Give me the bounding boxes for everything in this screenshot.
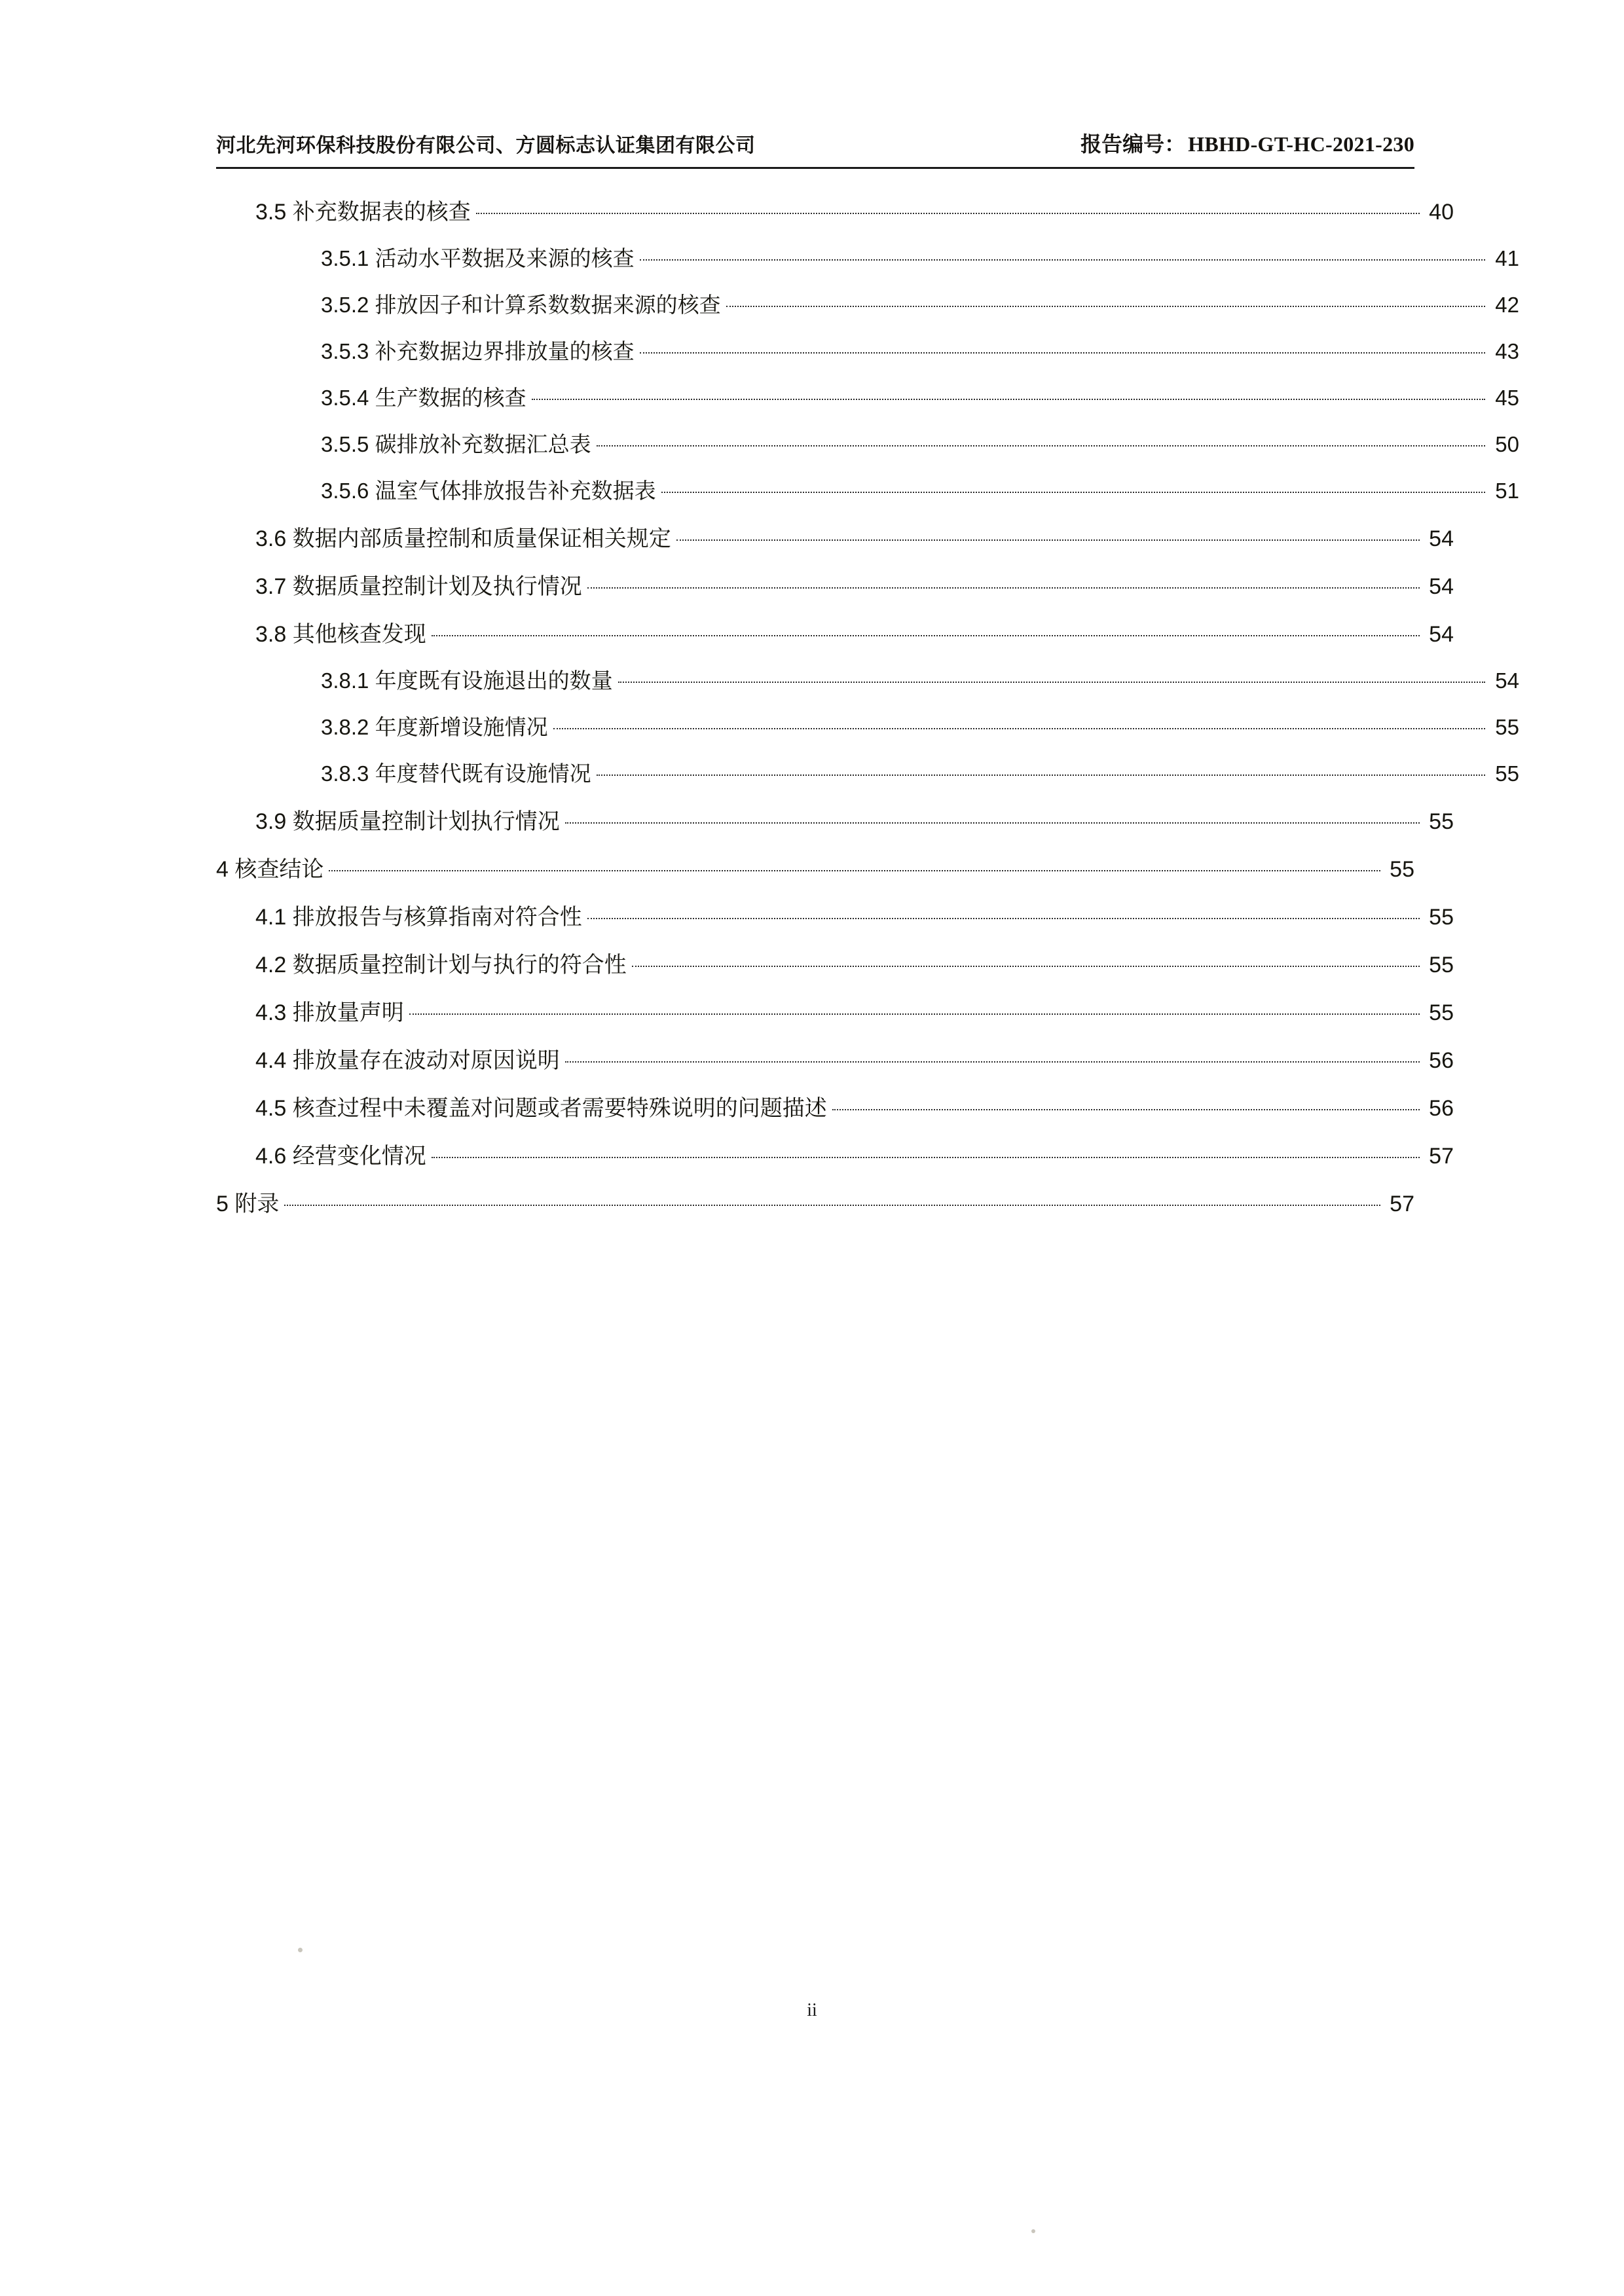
- toc-entry-page-number: 55: [1390, 857, 1414, 882]
- page-header: [216, 128, 1414, 169]
- toc-entry-page-number: 42: [1495, 293, 1519, 317]
- toc-leader-dots: [565, 1061, 1420, 1063]
- toc-leader-dots: [284, 1205, 1380, 1206]
- toc-entry-page-number: 56: [1429, 1048, 1454, 1073]
- toc-entry-page-number: 41: [1495, 246, 1519, 270]
- toc-entry-page-number: 54: [1429, 526, 1454, 551]
- report-number-value: HBHD-GT-HC-2021-230: [1188, 132, 1414, 156]
- toc-entry[interactable]: [216, 616, 1454, 648]
- report-number-label: 报告编号：: [1080, 132, 1186, 156]
- toc-entry[interactable]: [216, 335, 1519, 365]
- toc-entry-page-number: 54: [1429, 574, 1454, 599]
- header-report-number: [1080, 128, 1414, 158]
- toc-leader-dots: [640, 259, 1485, 261]
- toc-leader-dots: [587, 918, 1420, 919]
- toc-entry[interactable]: [216, 803, 1454, 835]
- toc-entry-title: 3.8.2 年度新增设施情况: [321, 715, 548, 739]
- toc-entry[interactable]: [216, 568, 1454, 600]
- toc-entry-page-number: 55: [1495, 761, 1519, 786]
- toc-entry[interactable]: [216, 757, 1519, 788]
- toc-entry-page-number: 54: [1429, 622, 1454, 647]
- toc-entry-title: 4.3 排放量声明: [255, 1000, 404, 1025]
- toc-leader-dots: [432, 1157, 1420, 1158]
- toc-entry-title: 3.8 其他核查发现: [255, 622, 426, 647]
- toc-leader-dots: [597, 774, 1485, 776]
- toc-entry[interactable]: [216, 899, 1454, 931]
- toc-entry-page-number: 55: [1429, 953, 1454, 977]
- toc-leader-dots: [329, 870, 1380, 871]
- toc-entry-page-number: 55: [1429, 905, 1454, 930]
- toc-entry[interactable]: [216, 664, 1519, 695]
- toc-entry[interactable]: [216, 242, 1519, 272]
- table-of-contents: [216, 194, 1519, 1218]
- toc-leader-dots: [640, 352, 1485, 354]
- page-content: [216, 128, 1519, 1233]
- header-company-name: 河北先河环保科技股份有限公司、方圆标志认证集团有限公司: [216, 135, 756, 156]
- toc-entry-title: 3.8.1 年度既有设施退出的数量: [321, 668, 613, 693]
- toc-entry-title: 3.5.1 活动水平数据及来源的核查: [321, 246, 635, 270]
- toc-entry[interactable]: [216, 1090, 1454, 1122]
- toc-entry[interactable]: [216, 474, 1519, 505]
- toc-entry-title: 3.7 数据质量控制计划及执行情况: [255, 574, 582, 599]
- toc-entry[interactable]: [216, 194, 1454, 226]
- toc-leader-dots: [632, 966, 1420, 967]
- toc-entry-title: 5 附录: [216, 1192, 280, 1216]
- toc-entry[interactable]: [216, 288, 1519, 319]
- toc-entry-title: 3.5.6 温室气体排放报告补充数据表: [321, 479, 656, 503]
- toc-entry-title: 4.4 排放量存在波动对原因说明: [255, 1048, 560, 1073]
- toc-entry-title: 3.5 补充数据表的核查: [255, 200, 471, 225]
- toc-entry-page-number: 40: [1429, 200, 1454, 225]
- toc-entry-title: 4.6 经营变化情况: [255, 1144, 426, 1169]
- page-folio: ii: [807, 2000, 817, 2020]
- toc-leader-dots: [597, 445, 1485, 446]
- toc-leader-dots: [432, 635, 1420, 636]
- toc-entry-title: 4.1 排放报告与核算指南对符合性: [255, 905, 582, 930]
- toc-entry-page-number: 54: [1495, 668, 1519, 693]
- toc-entry-title: 4.5 核查过程中未覆盖对问题或者需要特殊说明的问题描述: [255, 1096, 827, 1121]
- toc-entry[interactable]: [216, 1138, 1454, 1170]
- toc-entry[interactable]: [216, 520, 1454, 553]
- toc-leader-dots: [532, 399, 1485, 400]
- toc-entry-page-number: 56: [1429, 1096, 1454, 1121]
- toc-entry[interactable]: [216, 947, 1454, 979]
- toc-entry-title: 3.6 数据内部质量控制和质量保证相关规定: [255, 526, 671, 551]
- toc-entry-title: 3.8.3 年度替代既有设施情况: [321, 761, 591, 786]
- toc-entry-page-number: 55: [1495, 715, 1519, 739]
- toc-entry-title: 3.5.3 补充数据边界排放量的核查: [321, 339, 635, 363]
- toc-entry-page-number: 57: [1429, 1144, 1454, 1169]
- toc-entry-title: 3.5.2 排放因子和计算系数数据来源的核查: [321, 293, 721, 317]
- toc-leader-dots: [676, 539, 1420, 541]
- toc-entry-title: 3.9 数据质量控制计划执行情况: [255, 809, 560, 834]
- toc-entry-title: 4.2 数据质量控制计划与执行的符合性: [255, 953, 627, 977]
- toc-leader-dots: [618, 682, 1485, 683]
- toc-leader-dots: [476, 213, 1420, 214]
- toc-leader-dots: [832, 1109, 1420, 1110]
- toc-leader-dots: [726, 306, 1485, 307]
- toc-entry-page-number: 51: [1495, 479, 1519, 503]
- toc-entry[interactable]: [216, 851, 1414, 883]
- scan-speck: [1031, 2229, 1035, 2233]
- toc-leader-dots: [661, 492, 1485, 493]
- toc-entry-page-number: 50: [1495, 432, 1519, 456]
- toc-entry[interactable]: [216, 710, 1519, 741]
- toc-entry-page-number: 55: [1429, 1000, 1454, 1025]
- toc-entry-page-number: 55: [1429, 809, 1454, 834]
- toc-entry-page-number: 57: [1390, 1192, 1414, 1216]
- toc-entry[interactable]: [216, 994, 1454, 1027]
- toc-entry-page-number: 45: [1495, 386, 1519, 410]
- toc-entry[interactable]: [216, 381, 1519, 412]
- toc-leader-dots: [409, 1013, 1420, 1015]
- toc-entry-page-number: 43: [1495, 339, 1519, 363]
- toc-leader-dots: [553, 728, 1485, 729]
- toc-leader-dots: [587, 587, 1420, 589]
- toc-leader-dots: [565, 822, 1420, 824]
- toc-entry-title: 3.5.4 生产数据的核查: [321, 386, 526, 410]
- toc-entry-title: 3.5.5 碳排放补充数据汇总表: [321, 432, 591, 456]
- scan-speck: [298, 1948, 303, 1952]
- toc-entry[interactable]: [216, 1186, 1414, 1218]
- toc-entry[interactable]: [216, 428, 1519, 458]
- toc-entry[interactable]: [216, 1042, 1454, 1074]
- toc-entry-title: 4 核查结论: [216, 857, 324, 882]
